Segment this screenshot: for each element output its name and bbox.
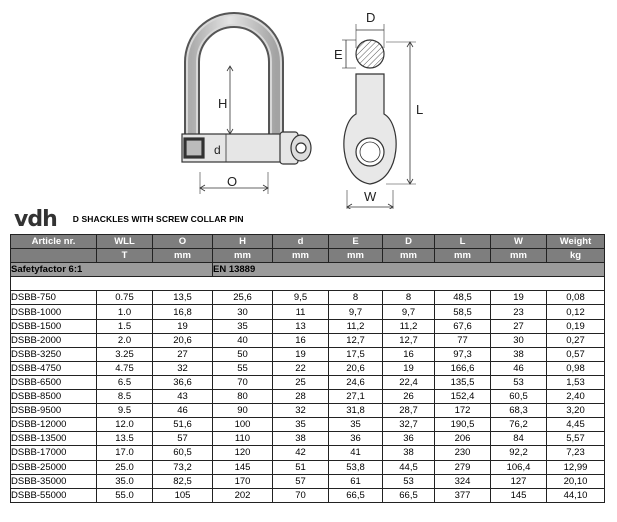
table-row	[11, 488, 605, 502]
value-cell: 9,7	[383, 305, 435, 319]
brand-bar	[14, 208, 244, 230]
table-row	[11, 390, 605, 404]
value-cell: 57	[153, 432, 213, 446]
table-row	[11, 460, 605, 474]
value-cell: 9,5	[273, 291, 329, 305]
value-cell: 11	[273, 305, 329, 319]
value-cell: 53	[383, 474, 435, 488]
value-cell: 38	[273, 432, 329, 446]
value-cell: 82,5	[153, 474, 213, 488]
value-cell: 19	[153, 319, 213, 333]
article-number-cell: DSBB-8500	[11, 390, 97, 404]
value-cell: 41	[329, 446, 383, 460]
value-cell: 28,7	[383, 404, 435, 418]
value-cell: 0,57	[547, 347, 605, 361]
value-cell: 25.0	[97, 460, 153, 474]
value-cell: 13	[273, 319, 329, 333]
value-cell: 92,2	[491, 446, 547, 460]
value-cell: 36,6	[153, 375, 213, 389]
value-cell: 0,19	[547, 319, 605, 333]
article-number-cell: DSBB-750	[11, 291, 97, 305]
value-cell: 202	[213, 488, 273, 502]
value-cell: 70	[213, 375, 273, 389]
table-row	[11, 375, 605, 389]
value-cell: 53,8	[329, 460, 383, 474]
value-cell: 1.0	[97, 305, 153, 319]
label-E: E	[334, 47, 343, 62]
value-cell: 25	[273, 375, 329, 389]
value-cell: 36	[329, 432, 383, 446]
value-cell: 35	[273, 418, 329, 432]
column-unit: mm	[273, 249, 329, 263]
value-cell: 0,27	[547, 333, 605, 347]
column-unit: mm	[435, 249, 491, 263]
value-cell: 55.0	[97, 488, 153, 502]
value-cell: 46	[153, 404, 213, 418]
value-cell: 16	[383, 347, 435, 361]
value-cell: 9.5	[97, 404, 153, 418]
value-cell: 4,45	[547, 418, 605, 432]
table-row	[11, 305, 605, 319]
value-cell: 20,6	[329, 361, 383, 375]
column-header: H	[213, 235, 273, 249]
value-cell: 19	[491, 291, 547, 305]
header-row-labels	[11, 235, 605, 249]
value-cell: 70	[273, 488, 329, 502]
column-header: WLL	[97, 235, 153, 249]
table-row	[11, 446, 605, 460]
value-cell: 12,99	[547, 460, 605, 474]
article-number-cell: DSBB-1000	[11, 305, 97, 319]
value-cell: 1,53	[547, 375, 605, 389]
value-cell: 50	[213, 347, 273, 361]
value-cell: 58,5	[435, 305, 491, 319]
label-O: O	[227, 174, 238, 189]
value-cell: 90	[213, 404, 273, 418]
value-cell: 377	[435, 488, 491, 502]
value-cell: 230	[435, 446, 491, 460]
value-cell: 8	[329, 291, 383, 305]
header-row-units	[11, 249, 605, 263]
value-cell: 3.25	[97, 347, 153, 361]
table-row	[11, 347, 605, 361]
value-cell: 57	[273, 474, 329, 488]
value-cell: 0,98	[547, 361, 605, 375]
value-cell: 152,4	[435, 390, 491, 404]
value-cell: 170	[213, 474, 273, 488]
vdh-logo: vdh	[14, 206, 57, 232]
value-cell: 25,6	[213, 291, 273, 305]
value-cell: 73,2	[153, 460, 213, 474]
article-number-cell: DSBB-55000	[11, 488, 97, 502]
value-cell: 16	[273, 333, 329, 347]
value-cell: 22,4	[383, 375, 435, 389]
value-cell: 11,2	[383, 319, 435, 333]
column-unit: mm	[491, 249, 547, 263]
table-row	[11, 291, 605, 305]
value-cell: 279	[435, 460, 491, 474]
value-cell: 77	[435, 333, 491, 347]
value-cell: 13,5	[153, 291, 213, 305]
label-L: L	[416, 102, 424, 117]
value-cell: 145	[491, 488, 547, 502]
value-cell: 127	[491, 474, 547, 488]
spec-table	[10, 234, 605, 503]
article-number-cell: DSBB-3250	[11, 347, 97, 361]
value-cell: 17,5	[329, 347, 383, 361]
value-cell: 12,7	[383, 333, 435, 347]
article-number-cell: DSBB-9500	[11, 404, 97, 418]
value-cell: 0,08	[547, 291, 605, 305]
value-cell: 7,23	[547, 446, 605, 460]
value-cell: 27,1	[329, 390, 383, 404]
value-cell: 0.75	[97, 291, 153, 305]
value-cell: 2.0	[97, 333, 153, 347]
value-cell: 206	[435, 432, 491, 446]
spacer	[11, 277, 605, 291]
value-cell: 20,10	[547, 474, 605, 488]
value-cell: 100	[213, 418, 273, 432]
value-cell: 324	[435, 474, 491, 488]
value-cell: 12,7	[329, 333, 383, 347]
article-number-cell: DSBB-2000	[11, 333, 97, 347]
value-cell: 22	[273, 361, 329, 375]
column-header: W	[491, 235, 547, 249]
value-cell: 80	[213, 390, 273, 404]
value-cell: 44,5	[383, 460, 435, 474]
value-cell: 5,57	[547, 432, 605, 446]
value-cell: 24,6	[329, 375, 383, 389]
value-cell: 32	[273, 404, 329, 418]
shackle-front-view	[182, 20, 311, 194]
value-cell: 19	[273, 347, 329, 361]
column-unit: mm	[213, 249, 273, 263]
value-cell: 68,3	[491, 404, 547, 418]
article-number-cell: DSBB-6500	[11, 375, 97, 389]
value-cell: 40	[213, 333, 273, 347]
value-cell: 30	[213, 305, 273, 319]
column-header: d	[273, 235, 329, 249]
column-header: E	[329, 235, 383, 249]
article-number-cell: DSBB-25000	[11, 460, 97, 474]
shackle-drawing	[170, 4, 450, 209]
value-cell: 27	[153, 347, 213, 361]
value-cell: 20,6	[153, 333, 213, 347]
value-cell: 190,5	[435, 418, 491, 432]
value-cell: 35	[329, 418, 383, 432]
value-cell: 8	[383, 291, 435, 305]
article-number-cell: DSBB-4750	[11, 361, 97, 375]
value-cell: 4.75	[97, 361, 153, 375]
value-cell: 38	[491, 347, 547, 361]
column-unit: mm	[153, 249, 213, 263]
value-cell: 35.0	[97, 474, 153, 488]
table-row	[11, 418, 605, 432]
label-D: D	[366, 10, 376, 25]
value-cell: 76,2	[491, 418, 547, 432]
value-cell: 106,4	[491, 460, 547, 474]
value-cell: 46	[491, 361, 547, 375]
value-cell: 172	[435, 404, 491, 418]
value-cell: 31,8	[329, 404, 383, 418]
value-cell: 28	[273, 390, 329, 404]
value-cell: 3,20	[547, 404, 605, 418]
value-cell: 53	[491, 375, 547, 389]
value-cell: 55	[213, 361, 273, 375]
value-cell: 13.5	[97, 432, 153, 446]
article-number-cell: DSBB-1500	[11, 319, 97, 333]
value-cell: 105	[153, 488, 213, 502]
value-cell: 61	[329, 474, 383, 488]
article-number-cell: DSBB-35000	[11, 474, 97, 488]
column-unit	[11, 249, 97, 263]
value-cell: 0,12	[547, 305, 605, 319]
value-cell: 67,6	[435, 319, 491, 333]
value-cell: 30	[491, 333, 547, 347]
value-cell: 35	[213, 319, 273, 333]
value-cell: 66,5	[383, 488, 435, 502]
value-cell: 32,7	[383, 418, 435, 432]
column-unit: T	[97, 249, 153, 263]
value-cell: 6.5	[97, 375, 153, 389]
article-number-cell: DSBB-17000	[11, 446, 97, 460]
table-row	[11, 404, 605, 418]
table-row	[11, 319, 605, 333]
column-header: L	[435, 235, 491, 249]
value-cell: 1.5	[97, 319, 153, 333]
table-row	[11, 432, 605, 446]
value-cell: 51,6	[153, 418, 213, 432]
table-row	[11, 333, 605, 347]
shackle-side-view	[342, 24, 416, 209]
value-cell: 135,5	[435, 375, 491, 389]
value-cell: 60,5	[491, 390, 547, 404]
value-cell: 60,5	[153, 446, 213, 460]
value-cell: 44,10	[547, 488, 605, 502]
safetyfactor-label: Safetyfactor 6:1	[11, 263, 213, 277]
value-cell: 27	[491, 319, 547, 333]
value-cell: 97,3	[435, 347, 491, 361]
column-header: Article nr.	[11, 235, 97, 249]
column-unit: mm	[329, 249, 383, 263]
value-cell: 19	[383, 361, 435, 375]
value-cell: 166,6	[435, 361, 491, 375]
column-header: O	[153, 235, 213, 249]
value-cell: 38	[383, 446, 435, 460]
value-cell: 8.5	[97, 390, 153, 404]
label-d: d	[214, 143, 221, 157]
value-cell: 42	[273, 446, 329, 460]
value-cell: 26	[383, 390, 435, 404]
column-header: Weight	[547, 235, 605, 249]
label-W: W	[364, 189, 377, 204]
value-cell: 2,40	[547, 390, 605, 404]
value-cell: 145	[213, 460, 273, 474]
label-H: H	[218, 96, 228, 111]
standard-label: EN 13889	[213, 263, 605, 277]
value-cell: 51	[273, 460, 329, 474]
product-title: D SHACKLES WITH SCREW COLLAR PIN	[72, 214, 244, 224]
safety-band	[11, 263, 605, 277]
value-cell: 11,2	[329, 319, 383, 333]
article-number-cell: DSBB-13500	[11, 432, 97, 446]
value-cell: 84	[491, 432, 547, 446]
table-row	[11, 474, 605, 488]
value-cell: 32	[153, 361, 213, 375]
table-row	[11, 361, 605, 375]
value-cell: 48,5	[435, 291, 491, 305]
value-cell: 9,7	[329, 305, 383, 319]
value-cell: 120	[213, 446, 273, 460]
column-unit: mm	[383, 249, 435, 263]
value-cell: 110	[213, 432, 273, 446]
column-unit: kg	[547, 249, 605, 263]
value-cell: 23	[491, 305, 547, 319]
article-number-cell: DSBB-12000	[11, 418, 97, 432]
value-cell: 17.0	[97, 446, 153, 460]
column-header: D	[383, 235, 435, 249]
value-cell: 12.0	[97, 418, 153, 432]
value-cell: 36	[383, 432, 435, 446]
value-cell: 43	[153, 390, 213, 404]
value-cell: 16,8	[153, 305, 213, 319]
value-cell: 66,5	[329, 488, 383, 502]
